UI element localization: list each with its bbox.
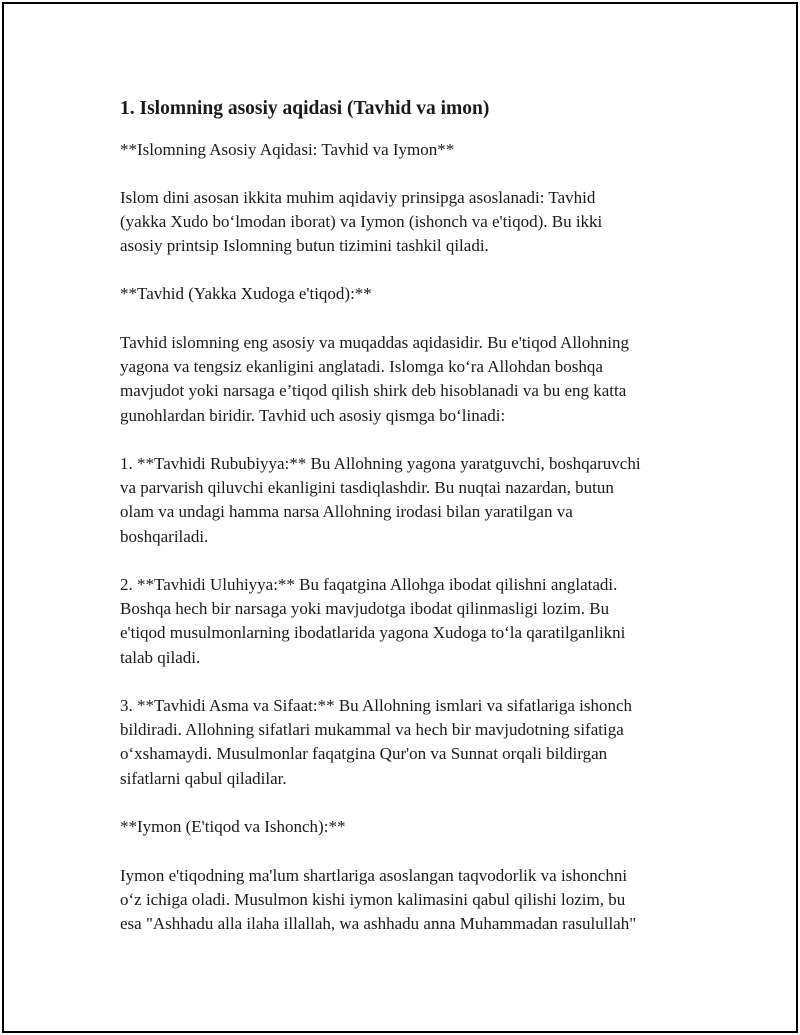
intro-paragraph <box>120 186 700 259</box>
text-line: esa "Ashhadu alla ilaha illallah, wa ashhadu anna Muhammadan rasulullah" <box>120 914 637 934</box>
text-line: 3. **Tavhidi Asma va Sifaat:** Bu Allohning ismlari va sifatlariga ishonch <box>120 696 633 715</box>
document-title: 1. Islomning asosiy aqidasi (Tavhid va imon) <box>120 98 490 119</box>
tavhid-paragraph <box>120 331 700 428</box>
text-line: olam va undagi hamma narsa Allohning irodasi bilan yaratilgan va <box>120 502 573 522</box>
document-page <box>2 2 798 1033</box>
text-line: **Tavhid (Yakka Xudoga e'tiqod):** <box>120 284 372 303</box>
text-line: **Iymon (E'tiqod va Ishonch):** <box>120 817 346 836</box>
text-line: bildiradi. Allohning sifatlari mukammal va hech bir mavjudotning sifatiga <box>120 720 624 740</box>
text-line: gunohlardan biridir. Tavhid uch asosiy qismga bo‘linadi: <box>120 405 506 425</box>
text-line: sifatlarni qabul qiladilar. <box>120 768 287 788</box>
text-line: o‘xshamaydi. Musulmonlar faqatgina Qur'on va Sunnat orqali bildirgan <box>120 744 608 764</box>
text-line: (yakka Xudo bo‘lmodan iborat) va Iymon (ishonch va e'tiqod). Bu ikki <box>120 212 603 232</box>
text-line: boshqariladi. <box>120 526 209 546</box>
text-line: Iymon e'tiqodning ma'lum shartlariga asoslangan taqvodorlik va ishonchni <box>120 866 628 885</box>
text-line: asosiy printsip Islomning butun tizimini tashkil qiladi. <box>120 236 489 256</box>
text-line: Tavhid islomning eng asosiy va muqaddas aqidasidir. Bu e'tiqod Allohning <box>120 333 629 352</box>
tavhid-heading <box>120 282 700 306</box>
list-item-rububiyya <box>120 452 700 549</box>
text-line: 1. **Tavhidi Rububiyya:** Bu Allohning yagona yaratguvchi, boshqaruvchi <box>120 454 641 473</box>
list-item-uluhiyya <box>120 573 700 670</box>
text-line: e'tiqod musulmonlarning ibodatlarida yagona Xudoga to‘la qaratilganlikni <box>120 623 626 643</box>
iymon-heading <box>120 815 700 839</box>
text-line: mavjudot yoki narsaga e’tiqod qilish shirk deb hisoblanadi va bu eng katta <box>120 381 627 401</box>
text-line: Boshqa hech bir narsaga yoki mavjudotga ibodat qilinmasligi lozim. Bu <box>120 599 610 619</box>
text-line: va parvarish qiluvchi ekanligini tasdiqlashdir. Bu nuqtai nazardan, butun <box>120 478 614 498</box>
iymon-paragraph <box>120 864 700 937</box>
text-line: o‘z ichiga oladi. Musulmon kishi iymon kalimasini qabul qilishi lozim, bu <box>120 890 626 910</box>
text-line: **Islomning Asosiy Aqidasi: Tavhid va Iymon** <box>120 140 455 159</box>
text-line: 2. **Tavhidi Uluhiyya:** Bu faqatgina Allohga ibodat qilishni anglatadi. <box>120 575 618 594</box>
bold-heading-paragraph <box>120 138 700 162</box>
text-line: Islom dini asosan ikkita muhim aqidaviy prinsipga asoslanadi: Tavhid <box>120 188 596 207</box>
list-item-asma-sifaat <box>120 694 700 791</box>
text-line: talab qiladi. <box>120 647 201 667</box>
text-line: yagona va tengsiz ekanligini anglatadi. Islomga ko‘ra Allohdan boshqa <box>120 357 603 377</box>
